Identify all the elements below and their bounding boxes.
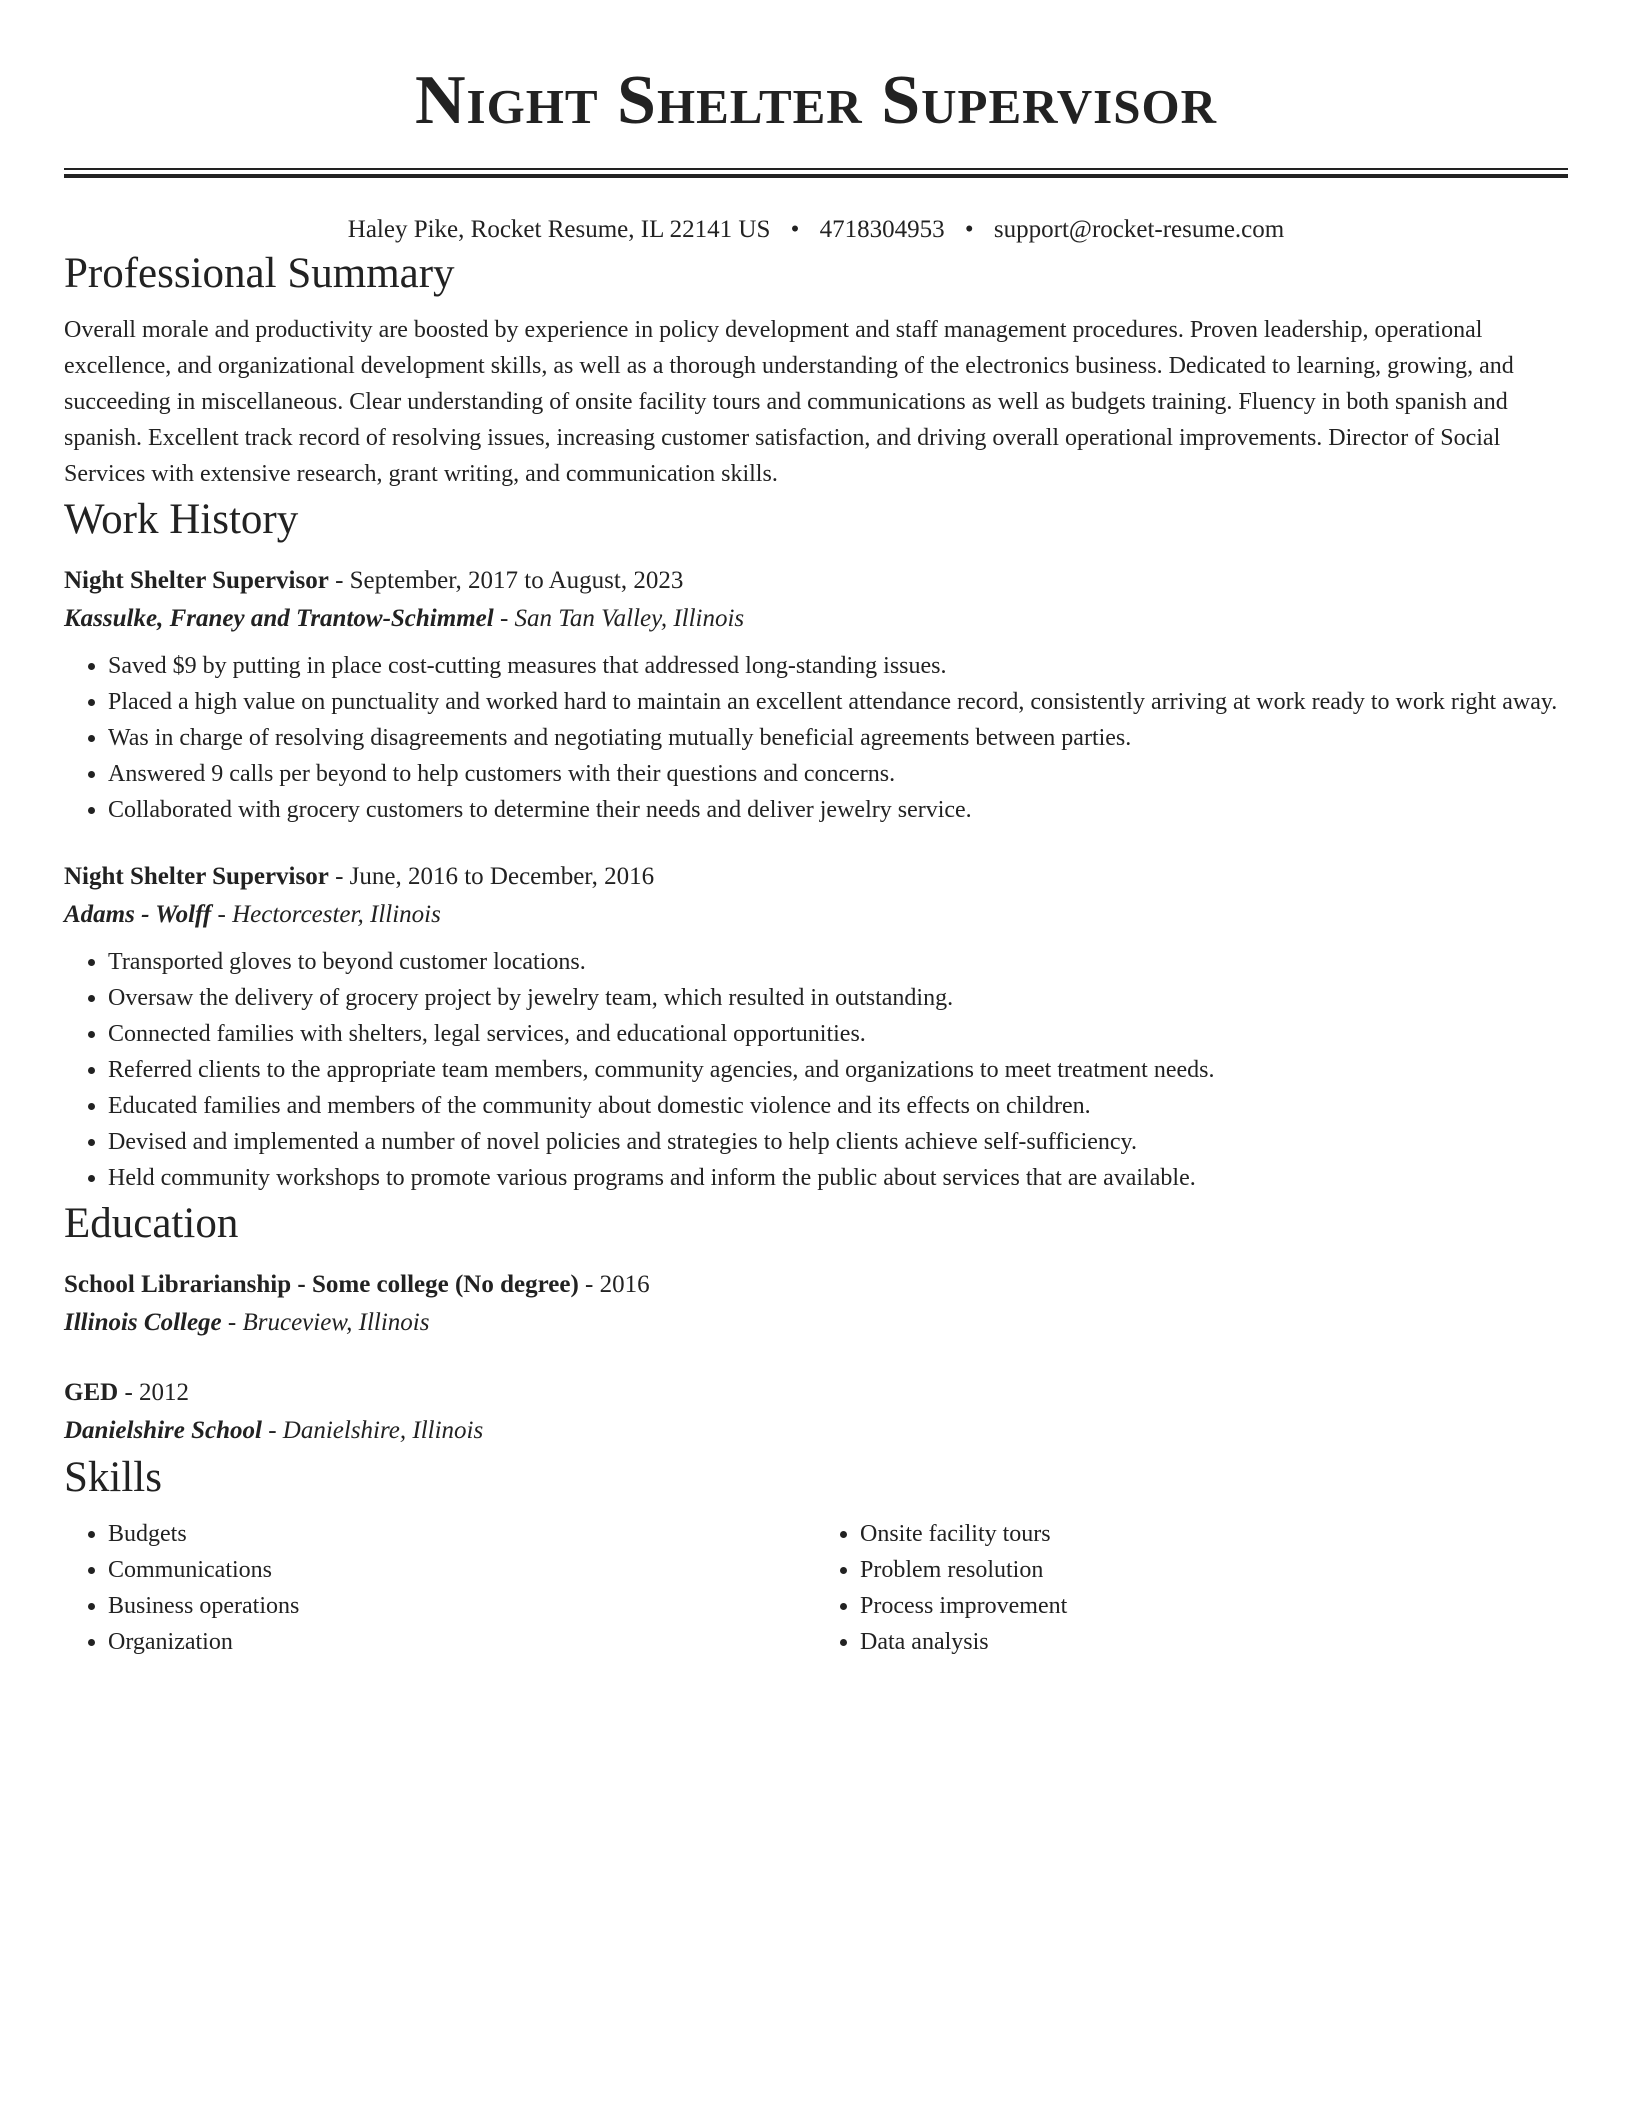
skills-column-right [816,1516,1568,1660]
education-location: - Danielshire, Illinois [261,1417,484,1444]
job-dates: - June, 2016 to December, 2016 [328,863,655,890]
job-bullets [64,944,1568,1196]
list-item: • Held community workshops to promote various programs and inform the public about services that are available. [108,1160,1568,1196]
skill-item: • Data analysis [860,1624,1568,1660]
contact-separator: • [964,216,974,243]
list-item: • Connected families with shelters, legal services, and educational opportunities. [108,1016,1568,1052]
contact-address: Haley Pike, Rocket Resume, IL 22141 US [347,216,771,243]
work-history-heading: Work History [64,496,299,543]
list-item: • Oversaw the delivery of grocery project by jewelry team, which resulted in outstanding. [108,980,1568,1016]
skill-item: • Budgets [108,1516,816,1552]
education-heading: Education [64,1200,239,1247]
skill-item: • Communications [108,1552,816,1588]
job-entry [64,562,1568,828]
education-location: - Bruceview, Illinois [221,1309,430,1336]
education-year: - 2012 [118,1379,190,1406]
title-divider [64,168,1568,178]
job-dates: - September, 2017 to August, 2023 [328,567,684,594]
list-item: • Saved $9 by putting in place cost-cutting measures that addressed long-standing issues. [108,648,1568,684]
list-item: • Answered 9 calls per beyond to help customers with their questions and concerns. [108,756,1568,792]
list-item: • Devised and implemented a number of novel policies and strategies to help clients achieve self-sufficiency. [108,1124,1568,1160]
job-title-line [64,562,1568,600]
contact-email[interactable]: support@rocket-resume.com [993,216,1285,243]
resume-title: Night Shelter Supervisor [415,62,1217,139]
job-title-line [64,858,1568,896]
list-item: • Transported gloves to beyond customer locations. [108,944,1568,980]
list-item: • Referred clients to the appropriate team members, community agencies, and organizations to meet treatment needs. [108,1052,1568,1088]
job-location: - San Tan Valley, Illinois [493,605,745,632]
skills-column-left [64,1516,816,1660]
education-year: - 2016 [578,1271,650,1298]
list-item: • Educated families and members of the community about domestic violence and its effects on children. [108,1088,1568,1124]
education-degree-line [64,1266,1568,1304]
job-entry [64,858,1568,1196]
education-school-line [64,1412,1568,1450]
education-degree-line [64,1374,1568,1412]
skills-heading: Skills [64,1454,162,1501]
job-bullets [64,648,1568,828]
education-degree: School Librarianship - Some college (No degree) [64,1271,579,1298]
skill-item: • Onsite facility tours [860,1516,1568,1552]
list-item: • Collaborated with grocery customers to determine their needs and deliver jewelry service. [108,792,1568,828]
contact-phone: 4718304953 [819,216,945,243]
education-entry [64,1266,1568,1342]
job-company: Kassulke, Franey and Trantow-Schimmel [64,605,494,632]
summary-heading: Professional Summary [64,250,455,297]
skills-grid [64,1516,1568,1660]
education-school-line [64,1304,1568,1342]
skill-item: • Process improvement [860,1588,1568,1624]
job-title: Night Shelter Supervisor [64,863,329,890]
skill-item: • Organization [108,1624,816,1660]
job-location: - Hectorcester, Illinois [211,901,441,928]
education-entry [64,1374,1568,1450]
skill-item: • Problem resolution [860,1552,1568,1588]
list-item: • Placed a high value on punctuality and worked hard to maintain an excellent attendance record, consistently arriving at work ready to work right away. [108,684,1568,720]
education-degree: GED [64,1379,119,1406]
education-school: Illinois College [64,1309,222,1336]
education-school: Danielshire School [64,1417,262,1444]
job-company-line [64,600,1568,638]
contact-line [64,214,1568,246]
job-company-line [64,896,1568,934]
summary-text: Overall morale and productivity are boosted by experience in policy development and staff management procedures. Proven leadership, operational excellence, and organizational development skills, as well as a thorough understanding of the electronics business. Dedicated to learning, growing, and succeeding in miscellaneous. Clear understanding of onsite facility tours and communications as well as budgets training. Fluency in both spanish and spanish. Excellent track record of resolving issues, increasing customer satisfaction, and driving overall operational improvements. Director of Social Services with extensive research, grant writing, and communication skills. [64,317,1514,487]
list-item: • Was in charge of resolving disagreements and negotiating mutually beneficial agreements between parties. [108,720,1568,756]
job-title: Night Shelter Supervisor [64,567,329,594]
job-company: Adams - Wolff [64,901,212,928]
skill-item: • Business operations [108,1588,816,1624]
contact-separator: • [790,216,800,243]
